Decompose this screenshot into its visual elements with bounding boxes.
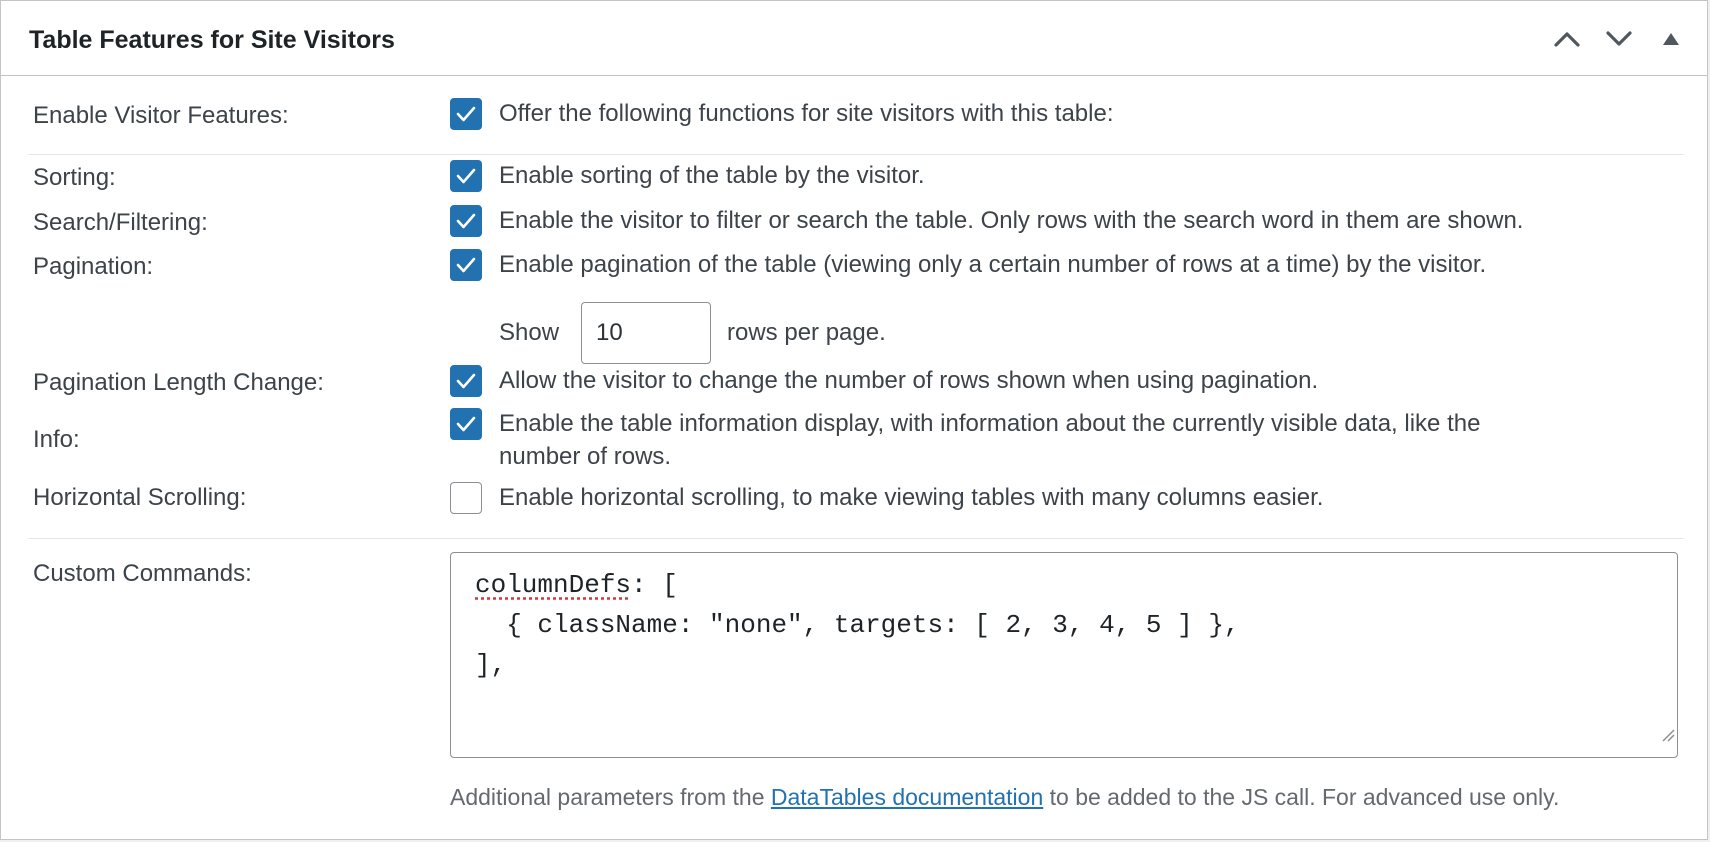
enable-visitor-features-label: Enable Visitor Features: bbox=[33, 102, 289, 129]
panel-handle-actions bbox=[1541, 19, 1697, 59]
custom-commands-description bbox=[450, 784, 1559, 811]
horizontal-scrolling-text: Enable horizontal scrolling, to make viewing tables with many columns easier. bbox=[499, 484, 1324, 511]
description-after-link: to be added to the JS call. For advanced use only. bbox=[1043, 784, 1560, 810]
sorting-checkbox[interactable] bbox=[450, 160, 482, 192]
info-label: Info: bbox=[33, 426, 80, 453]
pagination-length-change-label: Pagination Length Change: bbox=[33, 369, 324, 396]
chevron-up-icon bbox=[1553, 30, 1581, 48]
pagination-label: Pagination: bbox=[33, 253, 154, 280]
section-divider bbox=[29, 154, 1683, 155]
panel-header bbox=[1, 1, 1707, 76]
sorting-label: Sorting: bbox=[33, 164, 116, 191]
description-before-link: Additional parameters from the bbox=[450, 784, 771, 810]
sorting-text: Enable sorting of the table by the visitor. bbox=[499, 162, 925, 189]
toggle-panel-button[interactable] bbox=[1645, 19, 1697, 59]
triangle-up-icon bbox=[1662, 32, 1680, 46]
horizontal-scrolling-checkbox[interactable] bbox=[450, 482, 482, 514]
enable-visitor-features-text: Offer the following functions for site visitors with this table: bbox=[499, 100, 1114, 127]
move-up-button[interactable] bbox=[1541, 19, 1593, 59]
code-line-2: { className: "none", targets: [ 2, 3, 4, 5 ] }, bbox=[475, 610, 1240, 640]
datatables-documentation-link[interactable]: DataTables documentation bbox=[770, 784, 1044, 810]
pagination-show-label: Show bbox=[499, 319, 560, 346]
search-filtering-label: Search/Filtering: bbox=[33, 209, 208, 236]
info-text-line2: number of rows. bbox=[499, 443, 672, 470]
pagination-length-change-checkbox[interactable] bbox=[450, 365, 482, 397]
pagination-entries-input[interactable] bbox=[581, 302, 711, 364]
search-filtering-text: Enable the visitor to filter or search the table. Only rows with the search word in them are shown. bbox=[499, 207, 1524, 234]
search-filtering-checkbox[interactable] bbox=[450, 205, 482, 237]
enable-visitor-features-checkbox[interactable] bbox=[450, 98, 482, 130]
pagination-length-change-text: Allow the visitor to change the number of rows shown when using pagination. bbox=[499, 367, 1319, 394]
code-misspelled-word: columnDefs bbox=[475, 570, 632, 600]
custom-commands-textarea[interactable] bbox=[450, 552, 1678, 758]
horizontal-scrolling-label: Horizontal Scrolling: bbox=[33, 484, 247, 511]
info-checkbox[interactable] bbox=[450, 408, 482, 440]
chevron-down-icon bbox=[1605, 30, 1633, 48]
info-text-line1: Enable the table information display, with information about the currently visible data, like the bbox=[499, 410, 1481, 437]
pagination-rows-per-page-label: rows per page. bbox=[727, 319, 886, 346]
move-down-button[interactable] bbox=[1593, 19, 1645, 59]
code-line-3: ], bbox=[475, 650, 507, 680]
resize-grip-icon[interactable] bbox=[1661, 715, 1675, 755]
custom-commands-label: Custom Commands: bbox=[33, 560, 252, 587]
section-divider bbox=[29, 538, 1683, 539]
pagination-checkbox[interactable] bbox=[450, 249, 482, 281]
panel-title: Table Features for Site Visitors bbox=[29, 26, 395, 54]
code-line-1-rest: : [ bbox=[631, 570, 678, 600]
pagination-text: Enable pagination of the table (viewing only a certain number of rows at a time) by the visitor. bbox=[499, 251, 1487, 278]
